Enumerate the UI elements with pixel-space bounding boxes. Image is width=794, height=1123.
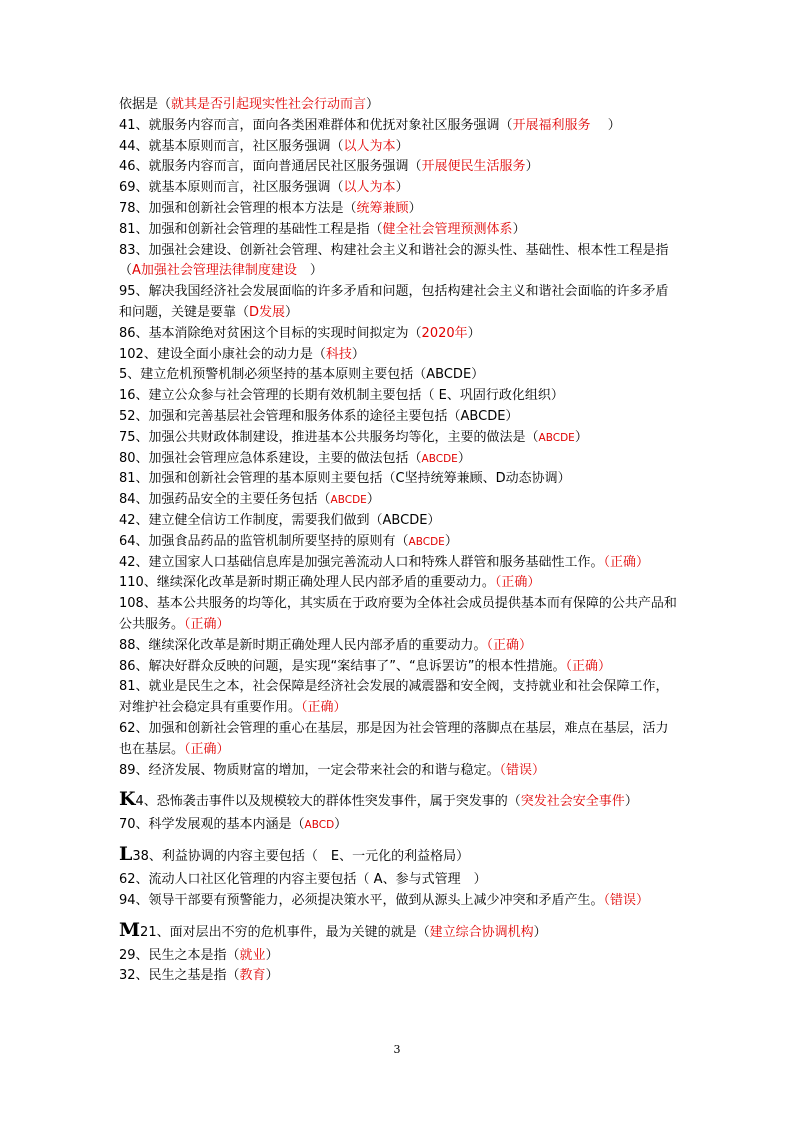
section-l-header: L38、利益协调的内容主要包括（ E、一元化的利益格局） xyxy=(119,843,470,866)
question-item: 89、经济发展、物质财富的增加，一定会带来社会的和谐与稳定。（错误） xyxy=(119,762,546,778)
question-item: 41、就服务内容而言，面向各类困难群体和优抚对象社区服务强调（开展福利服务 ） xyxy=(119,117,621,133)
section-letter-k: K xyxy=(119,788,136,811)
question-item: 94、领导干部要有预警能力，必须提决策水平，做到从源头上减少冲突和矛盾产生。（错误） xyxy=(119,892,650,908)
question-item: 83、加强社会建设、创新社会管理、构建社会主义和谐社会的源头性、基础性、根本性工程是指（A加强社会管理法律制度建设 ） xyxy=(119,242,669,279)
document-body xyxy=(119,95,679,987)
question-item: 78、加强和创新社会管理的根本方法是（统筹兼顾） xyxy=(119,200,422,216)
question-item: 44、就基本原则而言，社区服务强调（以人为本） xyxy=(119,138,409,154)
question-item: 110、继续深化改革是新时期正确处理人民内部矛盾的重要动力。（正确） xyxy=(119,575,541,591)
question-item: 64、加强食品药品的监管机制所要坚持的原则有（ABCDE） xyxy=(119,533,458,549)
question-item: 70、科学发展观的基本内涵是（ABCD） xyxy=(119,817,348,833)
page-number: 3 xyxy=(393,1043,401,1056)
question-item: 102、建设全面小康社会的动力是（科技） xyxy=(119,346,365,362)
question-item: 86、解决好群众反映的问题，是实现“案结事了”、“息诉罢访”的根本性措施。（正确） xyxy=(119,658,611,674)
question-item: 46、就服务内容而言，面向普通居民社区服务强调（开展便民生活服务） xyxy=(119,159,539,175)
question-item: 86、基本消除绝对贫困这个目标的实现时间拟定为（2020年） xyxy=(119,325,481,341)
section-letter-l: L xyxy=(119,843,133,866)
question-item: 108、基本公共服务的均等化，其实质在于政府要为全体社会成员提供基本而有保障的公共产品和公共服务。（正确） xyxy=(119,596,677,632)
question-item: 62、加强和创新社会管理的重心在基层，那是因为社会管理的落脚点在基层，难点在基层，活力也在基层。（正确） xyxy=(119,720,669,757)
question-item: 84、加强药品安全的主要任务包括（ABCDE） xyxy=(119,492,380,508)
section-m-header: M21、面对层出不穷的危机事件，最为关键的就是（建立综合协调机构） xyxy=(119,918,547,941)
question-item: 16、建立公众参与社会管理的长期有效机制主要包括（ E、巩固行政化组织） xyxy=(119,388,564,404)
question-item: 29、民生之本是指（就业） xyxy=(119,947,279,963)
question-item: 75、加强公共财政体制建设，推进基本公共服务均等化，主要的做法是（ABCDE） xyxy=(119,429,588,445)
question-item: 88、继续深化改革是新时期正确处理人民内部矛盾的重要动力。（正确） xyxy=(119,637,533,653)
question-item: 80、加强社会管理应急体系建设，主要的做法包括（ABCDE） xyxy=(119,450,471,466)
question-item: 95、解决我国经济社会发展面临的许多矛盾和问题，包括构建社会主义和谐社会面临的许多矛盾和问题，关键是要靠（D发展） xyxy=(119,284,669,320)
question-item: 5、建立危机预警机制必须坚持的基本原则主要包括（ABCDE） xyxy=(119,367,485,383)
question-item: 42、建立国家人口基础信息库是加强完善流动人口和特殊人群管和服务基础性工作。（正确） xyxy=(119,554,650,570)
question-item: 81、就业是民生之本，社会保障是经济社会发展的减震器和安全阀，支持就业和社会保障工作，对维护社会稳定具有重要作用。（正确） xyxy=(119,679,669,716)
question-item: 42、建立健全信访工作制度，需要我们做到（ABCDE） xyxy=(119,512,441,528)
section-k-header: K4、恐怖袭击事件以及规模较大的群体性突发事件，属于突发事的（突发社会安全事件） xyxy=(119,788,638,811)
question-item: 依据是（就其是否引起现实性社会行动而言） xyxy=(119,97,380,112)
question-item: 52、加强和完善基层社会管理和服务体系的途径主要包括（ABCDE） xyxy=(119,408,519,424)
question-item: 62、流动人口社区化管理的内容主要包括（ A、参与式管理 ） xyxy=(119,872,487,888)
question-item: 81、加强和创新社会管理的基础性工程是指（健全社会管理预测体系） xyxy=(119,221,526,237)
question-item: 69、就基本原则而言，社区服务强调（以人为本） xyxy=(119,180,409,196)
question-item: 81、加强和创新社会管理的基本原则主要包括（C坚持统筹兼顾、D动态协调） xyxy=(119,471,571,487)
question-list xyxy=(119,95,679,781)
question-item: 32、民生之基是指（教育） xyxy=(119,968,279,984)
section-letter-m: M xyxy=(119,918,141,941)
